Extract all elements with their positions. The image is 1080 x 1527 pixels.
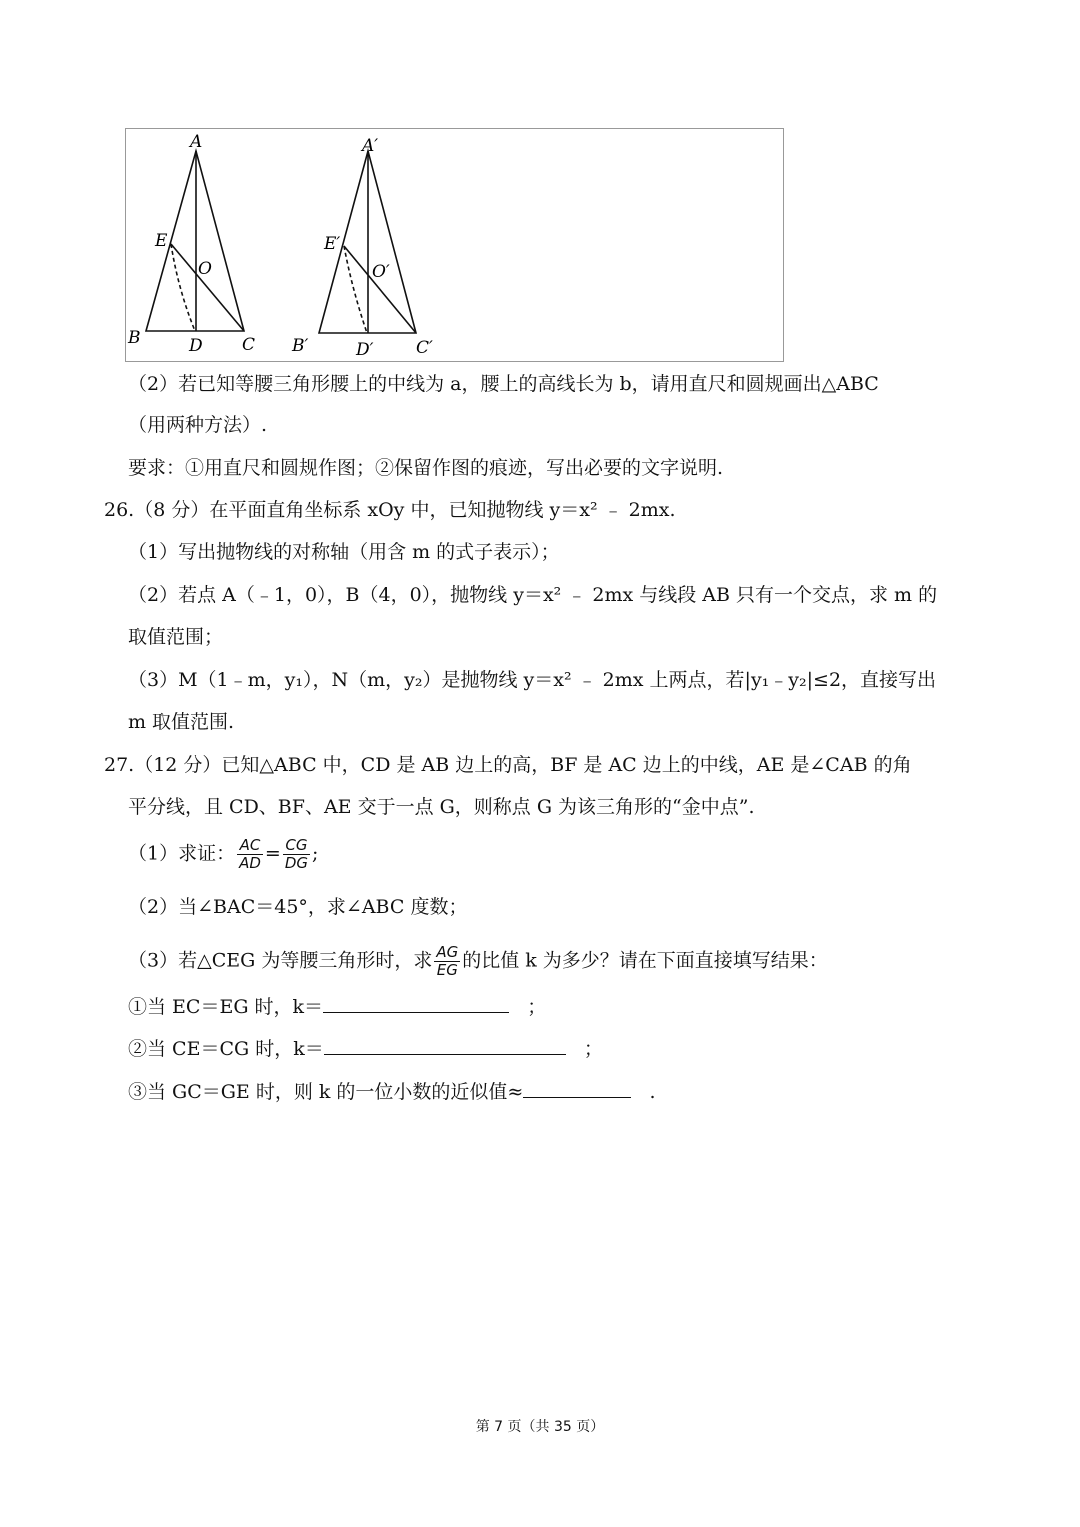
label-o-prime: O′ xyxy=(372,262,390,282)
answer-blank-2[interactable] xyxy=(324,1036,566,1055)
fraction-ac-ad xyxy=(237,837,263,872)
frac-den-ad: AD xyxy=(239,854,261,872)
case2-text: ②当 CE＝CG 时，k＝ xyxy=(128,1038,324,1060)
case2-end: ； xyxy=(583,1038,603,1060)
q25-part2-line2: （用两种方法）. xyxy=(128,414,268,436)
q27-part1-prefix: （1）求证： xyxy=(128,842,236,865)
q27-part3-prefix: （3）若△CEG 为等腰三角形时，求 xyxy=(128,949,433,972)
case1-text: ①当 EC＝EG 时，k＝ xyxy=(128,996,324,1018)
q27-case1 xyxy=(128,994,546,1019)
label-c-prime: C′ xyxy=(416,338,433,358)
page-footer: 第 7 页（共 35 页） xyxy=(475,1419,605,1435)
q26-part2-line1: （2）若点 A（﹣1，0），B（4，0），抛物线 y＝x² ﹣ 2mx 与线段 AB 只有一个交点，求 m 的 xyxy=(128,584,938,606)
fraction-ag-eg xyxy=(434,944,460,979)
equals-sign: = xyxy=(264,842,281,865)
q26-part3-line1: （3）M（1﹣m，y₁），N（m，y₂）是抛物线 y＝x² ﹣ 2mx 上两点，若|y₁﹣y₂|≤2，直接写出 xyxy=(128,669,937,691)
frac-num-ac: AC xyxy=(237,837,263,855)
frac-num-ag: AG xyxy=(436,943,459,961)
figure-svg xyxy=(126,129,783,361)
label-d: D xyxy=(189,336,203,356)
answer-blank-3[interactable] xyxy=(523,1079,631,1098)
label-e-prime: E′ xyxy=(324,234,341,254)
q27-part1 xyxy=(128,837,318,872)
q25-part2-line1: （2）若已知等腰三角形腰上的中线为 a，腰上的高线长为 b，请用直尺和圆规画出△ABC xyxy=(128,373,879,395)
arc-ed xyxy=(171,244,195,331)
frac-den-eg: EG xyxy=(436,961,458,979)
frac-den-dg: DG xyxy=(284,854,309,872)
label-a-prime: A′ xyxy=(362,136,379,156)
label-o: O xyxy=(198,259,212,279)
case3-end: . xyxy=(649,1081,656,1103)
fraction-cg-dg xyxy=(283,837,310,872)
label-b: B xyxy=(128,328,141,348)
q27-case2 xyxy=(128,1036,603,1061)
q27-head2: 平分线，且 CD、BF、AE 交于一点 G，则称点 G 为该三角形的“金中点”. xyxy=(128,796,755,818)
label-e: E xyxy=(155,231,168,251)
q26-head: 26.（8 分）在平面直角坐标系 xOy 中，已知抛物线 y＝x² ﹣ 2mx. xyxy=(104,499,676,521)
label-d-prime: D′ xyxy=(356,340,374,360)
label-b-prime: B′ xyxy=(292,336,309,356)
q27-case3 xyxy=(128,1079,656,1104)
q27-head: 27.（12 分）已知△ABC 中，CD 是 AB 边上的高，BF 是 AC 边上的中线，AE 是∠CAB 的角 xyxy=(104,754,912,776)
q26-part2-line2: 取值范围； xyxy=(128,626,224,648)
q26-part1: （1）写出抛物线的对称轴（用含 m 的式子表示）； xyxy=(128,541,560,563)
label-c: C xyxy=(242,335,256,355)
triangle-figure xyxy=(125,128,784,362)
case1-end: ； xyxy=(527,996,547,1018)
q27-part3-suffix: 的比值 k 为多少？请在下面直接填写结果： xyxy=(462,949,828,972)
label-a: A xyxy=(190,132,203,152)
frac-num-cg: CG xyxy=(283,837,310,855)
q25-requirement: 要求：①用直尺和圆规作图；②保留作图的痕迹，写出必要的文字说明. xyxy=(128,457,724,479)
q26-part3-line2: m 取值范围. xyxy=(128,711,235,733)
q27-part2: （2）当∠BAC＝45°，求∠ABC 度数； xyxy=(128,896,468,918)
q27-part3 xyxy=(128,944,828,979)
q27-part1-suffix: ; xyxy=(312,842,319,865)
case3-text: ③当 GC＝GE 时，则 k 的一位小数的近似值≈ xyxy=(128,1081,524,1103)
answer-blank-1[interactable] xyxy=(323,994,509,1013)
